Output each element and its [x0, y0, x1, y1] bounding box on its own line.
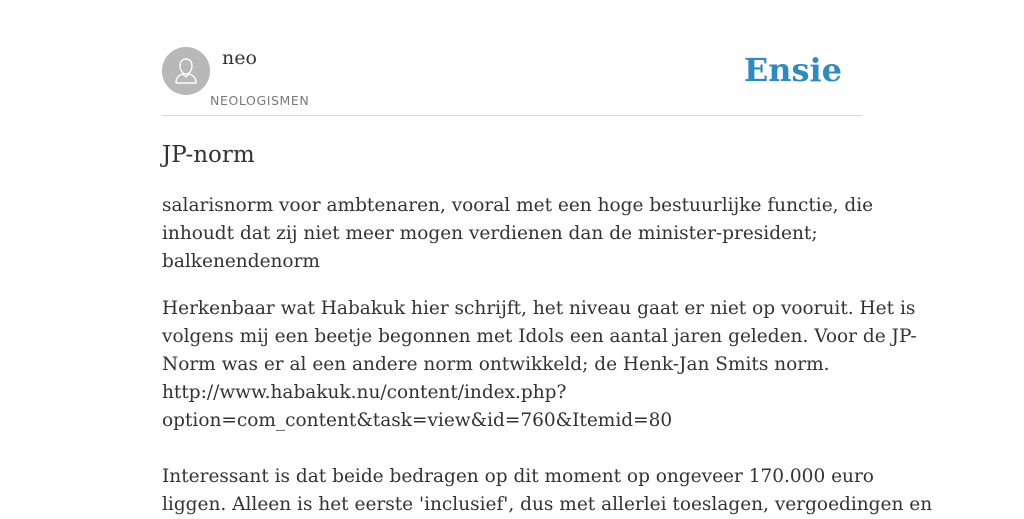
definition-line: balkenendenorm — [162, 251, 320, 272]
comment-body — [162, 295, 933, 519]
category-label[interactable]: NEOLOGISMEN — [210, 93, 310, 108]
comment-line: http://www.habakuk.nu/content/index.php? — [162, 382, 567, 403]
comment-line: Interessant is dat beide bedragen op dit moment op ongeveer 170.000 euro — [162, 466, 874, 487]
comment-line: Norm was er al een andere norm ontwikkeld; de Henk-Jan Smits norm. — [162, 354, 830, 375]
comment-line: option=com_content&task=view&id=760&Itemid=80 — [162, 410, 673, 431]
entry-title: JP-norm — [162, 142, 255, 168]
entry-definition — [162, 192, 874, 276]
user-silhouette-icon — [162, 47, 210, 95]
comment-paragraph — [162, 463, 933, 519]
page — [162, 0, 933, 515]
brand-logo[interactable]: Ensie — [743, 51, 842, 89]
entry-header — [162, 0, 862, 116]
comment-line: Herkenbaar wat Habakuk hier schrijft, het niveau gaat er niet op vooruit. Het is — [162, 298, 916, 319]
comment-line: volgens mij een beetje begonnen met Idols een aantal jaren geleden. Voor de JP- — [162, 326, 917, 347]
definition-line: inhoudt dat zij niet meer mogen verdienen dan de minister-president; — [162, 223, 818, 244]
comment-line: liggen. Alleen is het eerste 'inclusief', dus met allerlei toeslagen, vergoedingen en — [162, 494, 933, 515]
definition-line: salarisnorm voor ambtenaren, vooral met een hoge bestuurlijke functie, die — [162, 195, 874, 216]
user-avatar[interactable] — [162, 47, 210, 95]
comment-paragraph — [162, 295, 917, 435]
username-link[interactable]: neo — [222, 47, 257, 69]
